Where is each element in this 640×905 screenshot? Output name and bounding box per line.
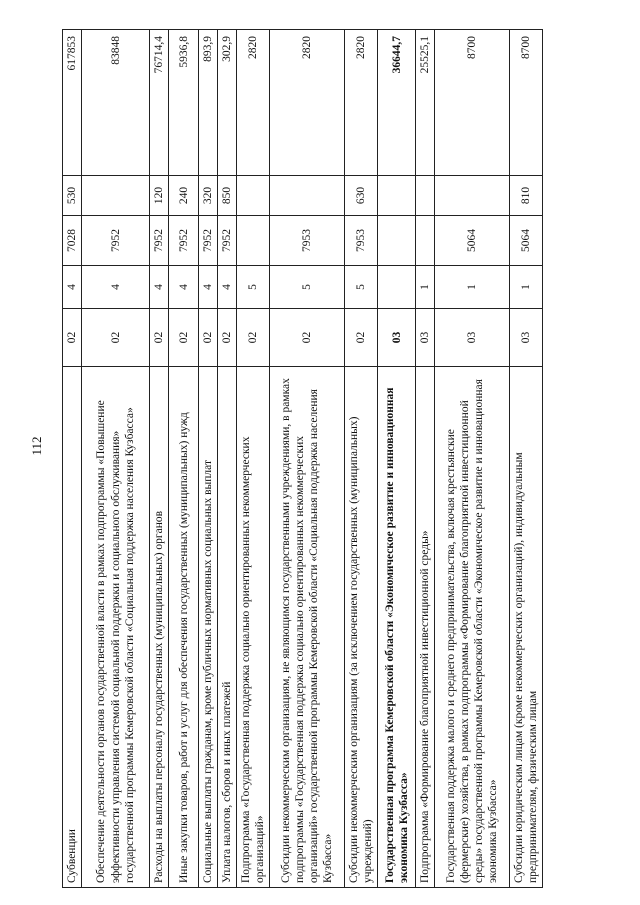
expense-type-cell: 120 <box>150 176 169 216</box>
row-description: Обеспечение деятельности органов государственной власти в рамках подпрограммы «Повышение эффективности управления системой социальной поддержки и социального обслуживания» государственной программы Кемеровской области «Социальная поддержка населения Кузбасса» <box>82 367 150 888</box>
expense-code-cell: 7952 <box>199 216 218 266</box>
program-code-cell: 02 <box>82 309 150 367</box>
expense-code-cell: 5064 <box>435 216 510 266</box>
expense-code-cell: 7028 <box>63 216 82 266</box>
table-row <box>270 30 345 888</box>
table-row <box>378 30 416 888</box>
amount-cell: 2820 <box>237 30 270 176</box>
expense-type-cell: 630 <box>345 176 378 216</box>
row-description: Подпрограмма «Государственная поддержка социально ориентированных некоммерческих организаций» <box>237 367 270 888</box>
subprogram-code-cell: 1 <box>510 266 543 309</box>
row-description: Подпрограмма «Формирование благоприятной инвестиционной среды» <box>416 367 435 888</box>
row-description: Иные закупки товаров, работ и услуг для обеспечения государственных (муниципальных) нужд <box>169 367 199 888</box>
expense-type-cell: 530 <box>63 176 82 216</box>
table-row <box>345 30 378 888</box>
table-row <box>237 30 270 888</box>
rotated-table-container <box>62 30 543 888</box>
subprogram-code-cell: 5 <box>345 266 378 309</box>
expense-type-cell: 240 <box>169 176 199 216</box>
table-row <box>150 30 169 888</box>
amount-cell: 25525,1 <box>416 30 435 176</box>
table-row <box>169 30 199 888</box>
program-code-cell: 02 <box>150 309 169 367</box>
subprogram-code-cell: 5 <box>237 266 270 309</box>
program-code-cell: 02 <box>270 309 345 367</box>
table-row <box>63 30 82 888</box>
program-code-cell: 02 <box>237 309 270 367</box>
table-row <box>510 30 543 888</box>
table-row <box>199 30 218 888</box>
expense-type-cell <box>378 176 416 216</box>
expense-code-cell: 5064 <box>510 216 543 266</box>
page-number: 112 <box>29 436 44 456</box>
program-code-cell: 02 <box>345 309 378 367</box>
expense-type-cell <box>416 176 435 216</box>
program-code-cell: 03 <box>416 309 435 367</box>
expense-type-cell: 850 <box>218 176 237 216</box>
subprogram-code-cell: 4 <box>150 266 169 309</box>
amount-cell: 5936,8 <box>169 30 199 176</box>
expense-type-cell: 320 <box>199 176 218 216</box>
expense-type-cell: 810 <box>510 176 543 216</box>
program-code-cell: 02 <box>218 309 237 367</box>
table-row <box>416 30 435 888</box>
program-code-cell: 03 <box>510 309 543 367</box>
amount-cell: 8700 <box>435 30 510 176</box>
row-description: Субсидии юридическим лицам (кроме некоммерческих организаций), индивидуальным предпринимателям, физическим лицам <box>510 367 543 888</box>
subprogram-code-cell: 5 <box>270 266 345 309</box>
program-code-cell: 02 <box>199 309 218 367</box>
table-row <box>82 30 150 888</box>
subprogram-code-cell <box>378 266 416 309</box>
program-code-cell: 03 <box>435 309 510 367</box>
amount-cell: 617853 <box>63 30 82 176</box>
subprogram-code-cell: 4 <box>169 266 199 309</box>
amount-cell: 83848 <box>82 30 150 176</box>
amount-cell: 36644,7 <box>378 30 416 176</box>
subprogram-code-cell: 4 <box>199 266 218 309</box>
expense-code-cell: 7952 <box>82 216 150 266</box>
row-description: Расходы на выплаты персоналу государственных (муниципальных) органов <box>150 367 169 888</box>
expense-code-cell: 7952 <box>169 216 199 266</box>
table-row <box>435 30 510 888</box>
subprogram-code-cell: 4 <box>82 266 150 309</box>
row-description: Субвенции <box>63 367 82 888</box>
amount-cell: 2820 <box>345 30 378 176</box>
expense-type-cell <box>270 176 345 216</box>
expense-type-cell <box>237 176 270 216</box>
subprogram-code-cell: 4 <box>218 266 237 309</box>
program-code-cell: 03 <box>378 309 416 367</box>
amount-cell: 302,9 <box>218 30 237 176</box>
row-description: Субсидии некоммерческим организациям, не являющимся государственными учреждениями, в рамках подпрограммы «Государственная поддержка социально ориентированных некоммерческих организаций» государственной программы Кемеровской области «Социальная поддержка населения Кузбасса» <box>270 367 345 888</box>
expense-code-cell: 7952 <box>218 216 237 266</box>
amount-cell: 2820 <box>270 30 345 176</box>
budget-table <box>62 29 543 888</box>
row-description: Социальные выплаты гражданам, кроме публичных нормативных социальных выплат <box>199 367 218 888</box>
subprogram-code-cell: 1 <box>435 266 510 309</box>
amount-cell: 893,9 <box>199 30 218 176</box>
expense-code-cell: 7953 <box>345 216 378 266</box>
expense-code-cell <box>237 216 270 266</box>
amount-cell: 8700 <box>510 30 543 176</box>
expense-code-cell: 7953 <box>270 216 345 266</box>
program-code-cell: 02 <box>63 309 82 367</box>
row-description: Государственная программа Кемеровской области «Экономическое развитие и инновационная экономика Кузбасса» <box>378 367 416 888</box>
amount-cell: 76714,4 <box>150 30 169 176</box>
row-description: Государственная поддержка малого и среднего предпринимательства, включая крестьянские (фермерские) хозяйства, в рамках подпрограммы «Формирование благоприятной инвестиционной среды» государственной программы Кемеровской области «Экономическое развитие и инновационная экономика Кузбасса» <box>435 367 510 888</box>
subprogram-code-cell: 4 <box>63 266 82 309</box>
expense-code-cell <box>416 216 435 266</box>
program-code-cell: 02 <box>169 309 199 367</box>
row-description: Субсидии некоммерческим организациям (за исключением государственных (муниципальных) учреждений) <box>345 367 378 888</box>
expense-code-cell: 7952 <box>150 216 169 266</box>
expense-type-cell <box>82 176 150 216</box>
subprogram-code-cell: 1 <box>416 266 435 309</box>
expense-type-cell <box>435 176 510 216</box>
row-description: Уплата налогов, сборов и иных платежей <box>218 367 237 888</box>
table-row <box>218 30 237 888</box>
expense-code-cell <box>378 216 416 266</box>
